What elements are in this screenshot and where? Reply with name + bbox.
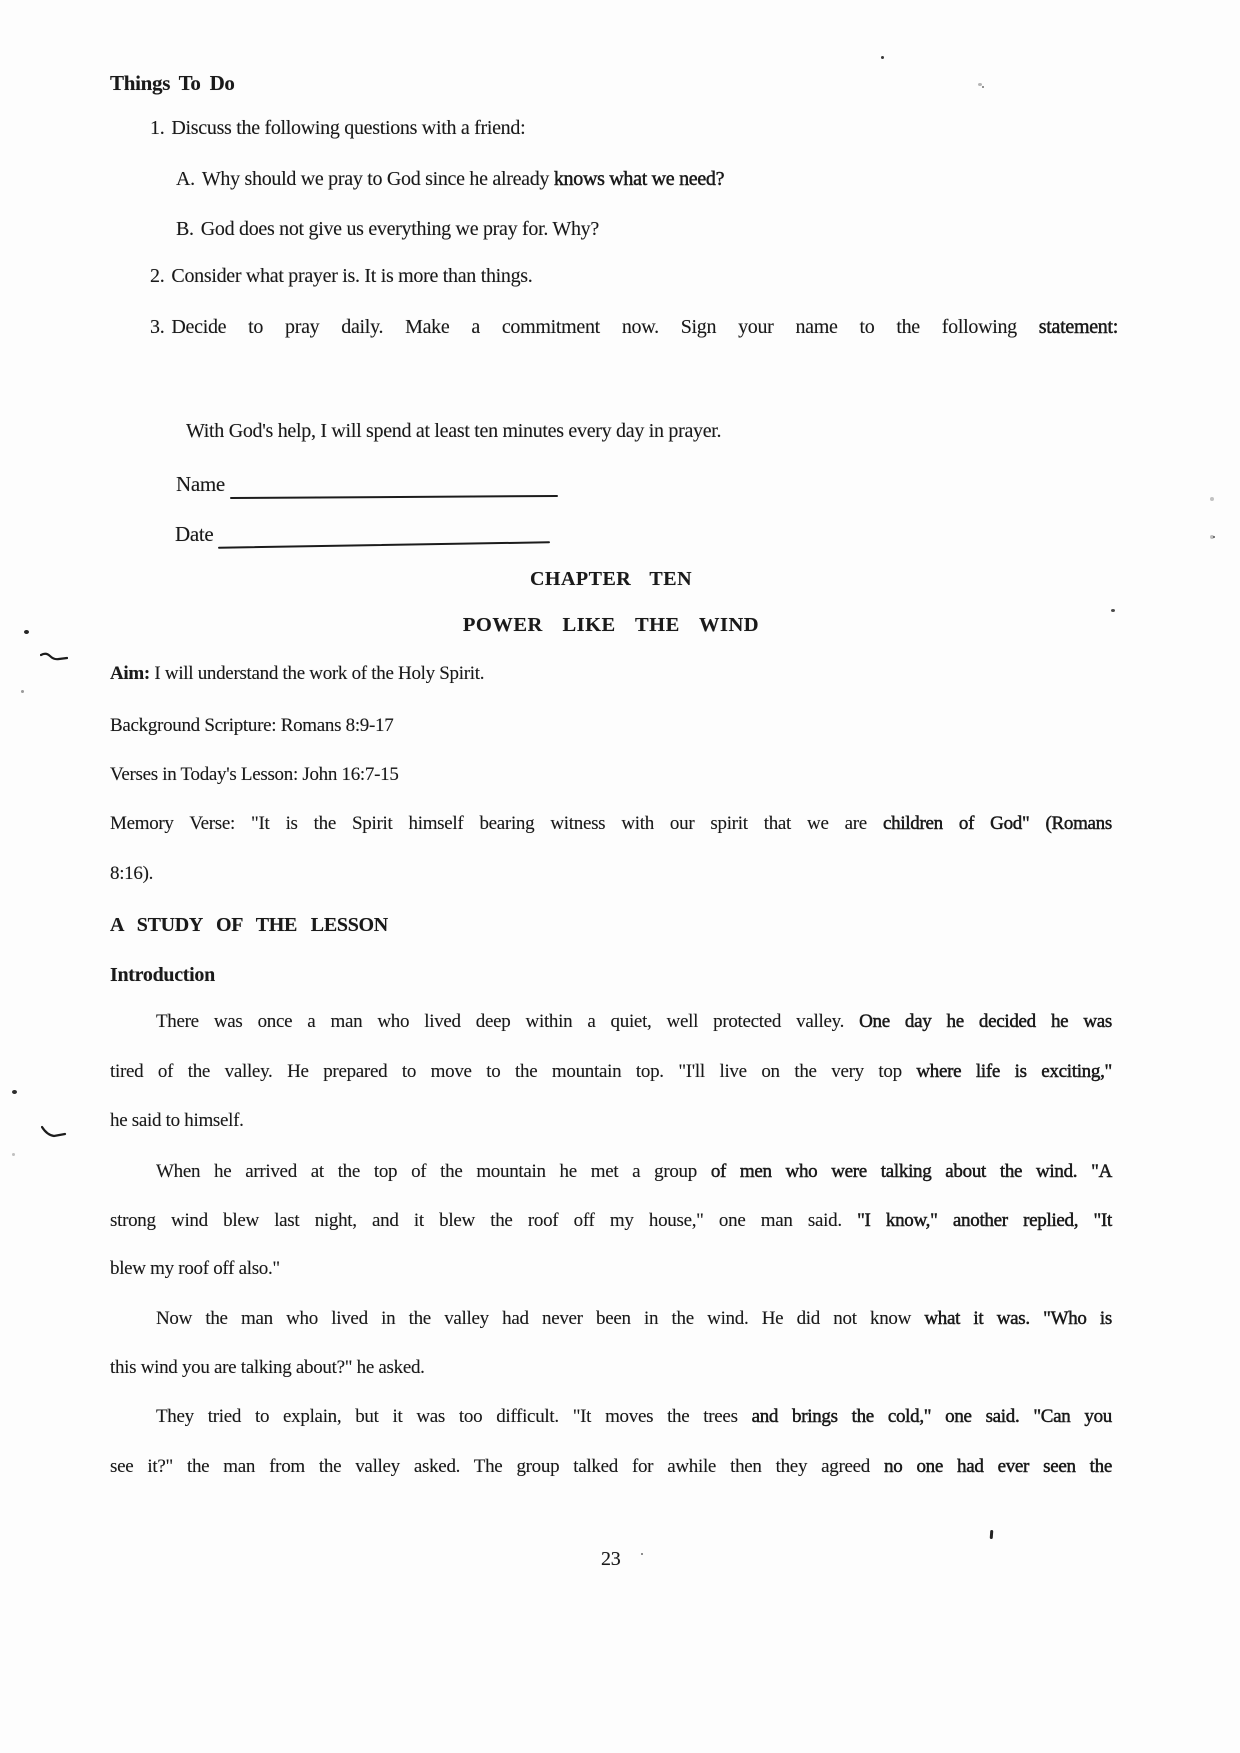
list-item-3-text: Decide to pray daily. Make a commitment now. Sign your name to the following bbox=[171, 316, 1039, 338]
scan-speck bbox=[641, 1553, 643, 1555]
scan-speck bbox=[1213, 536, 1215, 538]
paragraph-3-line-2: this wind you are talking about?" he asked. bbox=[110, 1357, 425, 1378]
list-item-1-marker: 1. bbox=[150, 117, 165, 139]
paragraph-2-line-1: When he arrived at the top of the mountain he met a group of men who were talking about the wind. "A bbox=[156, 1161, 1112, 1182]
chapter-kicker: CHAPTER TEN bbox=[529, 568, 693, 590]
margin-dot bbox=[21, 690, 24, 693]
margin-dot bbox=[12, 1153, 15, 1156]
list-item-1 bbox=[150, 115, 525, 141]
aim-text: I will understand the work of the Holy Spirit. bbox=[154, 663, 485, 684]
aim-label: Aim: bbox=[110, 663, 150, 684]
list-item-1a-text: Why should we pray to God since he already bbox=[201, 168, 554, 190]
aim-line bbox=[110, 662, 484, 687]
scan-speck bbox=[982, 86, 984, 88]
paragraph-2-line-2: strong wind blew last night, and it blew the roof off my house," one man said. "I know," another replied, "It bbox=[110, 1210, 1112, 1231]
chapter-title: POWER LIKE THE WIND bbox=[462, 614, 760, 636]
name-signature-line bbox=[230, 495, 558, 499]
paragraph-4-line-1: They tried to explain, but it was too difficult. "It moves the trees and brings the cold," one said. "Can you bbox=[156, 1406, 1112, 1427]
memory-verse-line-1: Memory Verse: "It is the Spirit himself bearing witness with our spirit that we are children of God" (Romans bbox=[110, 813, 1112, 834]
name-label: Name bbox=[176, 472, 225, 496]
paragraph-2-line-3: blew my roof off also." bbox=[110, 1258, 280, 1279]
list-item-1b-text: God does not give us everything we pray for. Why? bbox=[200, 218, 599, 240]
introduction-heading: Introduction bbox=[110, 964, 215, 986]
margin-dot bbox=[24, 630, 29, 634]
commitment-statement: With God's help, I will spend at least ten minutes every day in prayer. bbox=[186, 420, 722, 442]
date-label: Date bbox=[175, 522, 214, 546]
list-item-3-marker: 3. bbox=[150, 316, 165, 338]
memory-verse-line-2: 8:16). bbox=[110, 863, 154, 884]
list-item-1a: A. Why should we pray to God since he already knows what we need? bbox=[176, 168, 725, 190]
list-item-2-text: Consider what prayer is. It is more than things. bbox=[171, 265, 533, 287]
scan-speck bbox=[1210, 497, 1214, 501]
verses-line: Verses in Today's Lesson: John 16:7-15 bbox=[110, 764, 399, 785]
paragraph-1-line-1: There was once a man who lived deep within a quiet, well protected valley. One day he decided he was bbox=[156, 1011, 1112, 1032]
paragraph-1-line-2: tired of the valley. He prepared to move to the mountain top. "I'll live on the very top where life is exciting," bbox=[110, 1061, 1112, 1082]
paragraph-3-line-1: Now the man who lived in the valley had never been in the wind. He did not know what it was. "Who is bbox=[156, 1308, 1112, 1329]
list-item-2 bbox=[150, 263, 533, 289]
margin-pen-mark bbox=[41, 1124, 67, 1140]
page-number: 23 bbox=[601, 1548, 621, 1570]
scan-tick-mark bbox=[990, 1530, 994, 1539]
study-heading: A STUDY OF THE LESSON bbox=[110, 914, 388, 936]
list-item-2-marker: 2. bbox=[150, 265, 165, 287]
list-item-3: 3. Decide to pray daily. Make a commitment now. Sign your name to the following statement: bbox=[150, 316, 1118, 338]
things-to-do-heading: Things To Do bbox=[110, 71, 235, 95]
margin-pen-mark bbox=[40, 651, 68, 665]
background-scripture-line: Background Scripture: Romans 8:9-17 bbox=[110, 715, 394, 736]
margin-dot bbox=[12, 1090, 17, 1094]
list-item-1b bbox=[176, 216, 599, 242]
paragraph-1-line-3: he said to himself. bbox=[110, 1110, 244, 1131]
list-item-1a-marker: A. bbox=[176, 168, 195, 190]
list-item-1b-marker: B. bbox=[176, 218, 194, 240]
scan-speck bbox=[881, 56, 884, 59]
paragraph-4-line-2: see it?" the man from the valley asked. The group talked for awhile then they agreed no one had ever seen the bbox=[110, 1456, 1112, 1477]
date-signature-line bbox=[218, 541, 550, 549]
scan-speck bbox=[1111, 609, 1115, 612]
list-item-1-text: Discuss the following questions with a friend: bbox=[171, 117, 526, 139]
